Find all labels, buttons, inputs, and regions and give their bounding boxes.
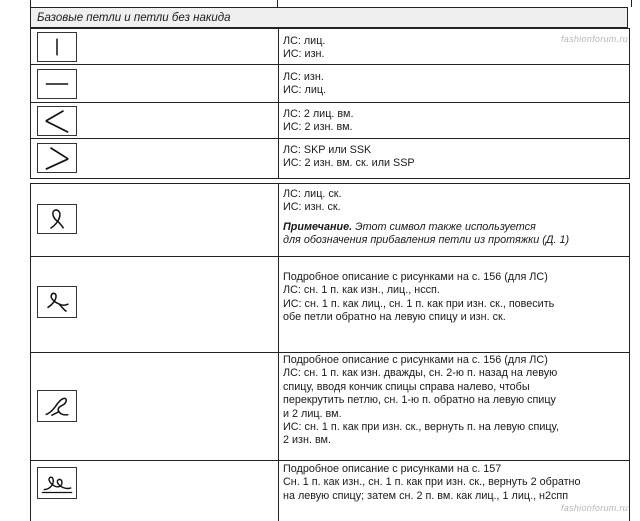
- wrap-stitch-icon: [37, 390, 77, 422]
- row-text-line: ЛС: сн. 1 п. как изн., лиц., нссп.: [283, 284, 440, 297]
- row-text-line: ЛС: лиц.: [283, 35, 326, 47]
- row-text-line: ЛС: изн.: [283, 71, 324, 83]
- symbol-cell: [31, 65, 279, 102]
- loop-stitch-icon: [37, 286, 77, 318]
- symbol-cell: [31, 139, 279, 178]
- row-text-line: ИС: сн. 1 п. как при изн. ск., вернуть п. на левую спицу,: [283, 421, 559, 434]
- double-loop-icon: [37, 467, 77, 499]
- row-text-line: Подробное описание с рисунками на с. 156 (для ЛС): [283, 271, 548, 283]
- row-text-line: ЛС: сн. 1 п. как изн. дважды, сн. 2-ю п. назад на левую: [283, 367, 558, 380]
- table-top-edge: [30, 0, 632, 7]
- row-text-line: ИС: 2 изн. вм. ск. или SSP: [283, 157, 415, 170]
- k2tog-icon: [37, 106, 77, 136]
- row-text-line: ЛС: 2 лиц. вм.: [283, 108, 354, 120]
- row-text-line: на левую спицу; затем сн. 2 п. вм. как лиц., 1 лиц., н2спп: [283, 489, 569, 502]
- ssk-icon: [37, 143, 77, 173]
- row-note: [283, 221, 623, 234]
- symbol-cell: [31, 184, 279, 256]
- twisted-knit-icon: [37, 204, 77, 234]
- note-text: Этот символ также используется: [352, 220, 536, 233]
- row-text-line: ИС: сн. 1 п. как лиц., сн. 1 п. как при изн. ск., повесить: [283, 297, 555, 310]
- row-text-line: спицу, вводя кончик спицы справа налево, чтобы: [283, 380, 530, 393]
- watermark: fashionforum.ru: [560, 34, 628, 44]
- row-text-line: Подробное описание с рисунками на с. 157: [283, 463, 502, 475]
- row-text-line: ИС: 2 изн. вм.: [283, 121, 353, 134]
- row-text-line: Сн. 1 п. как изн., сн. 1 п. как при изн. ск., вернуть 2 обратно: [283, 476, 581, 489]
- table-row: [30, 257, 630, 353]
- watermark: fashionforum.ru: [560, 503, 628, 513]
- knit-stitch-icon: [37, 32, 77, 62]
- row-text-line: 2 изн. вм.: [283, 434, 331, 447]
- purl-stitch-icon: [37, 69, 77, 99]
- symbol-cell: [31, 461, 279, 521]
- row-text-line: ИС: лиц.: [283, 84, 327, 97]
- row-text-line: ИС: изн. ск.: [283, 201, 341, 214]
- row-note-line: для обозначения прибавления петли из протяжки (Д. 1): [283, 234, 570, 247]
- row-text-line: ЛС: лиц. ск.: [283, 188, 342, 200]
- symbol-cell: [31, 29, 279, 64]
- row-text-line: перекрутить петлю, сн. 1-ю п. обратно на левую спицу: [283, 394, 556, 407]
- row-text-line: ЛС: SKP или SSK: [283, 144, 372, 156]
- row-text-line: обе петли обратно на левую спицу и изн. ск.: [283, 311, 506, 324]
- table-row: [30, 353, 630, 461]
- symbol-cell: [31, 257, 279, 352]
- symbol-table: [30, 0, 630, 520]
- table-row: [30, 139, 630, 179]
- table-row: [30, 28, 630, 65]
- table-row: [30, 461, 630, 521]
- row-text-line: ИС: изн.: [283, 48, 325, 61]
- row-text-line: Подробное описание с рисунками на с. 156 (для ЛС): [283, 354, 548, 366]
- table-row: [30, 183, 630, 257]
- symbol-cell: [31, 103, 279, 138]
- table-row: [30, 103, 630, 139]
- symbol-cell: [31, 353, 279, 460]
- table-row: [30, 65, 630, 103]
- row-text-line: и 2 лиц. вм.: [283, 407, 342, 420]
- note-label: Примечание.: [283, 220, 353, 233]
- section-header: Базовые петли и петли без накида: [30, 7, 628, 28]
